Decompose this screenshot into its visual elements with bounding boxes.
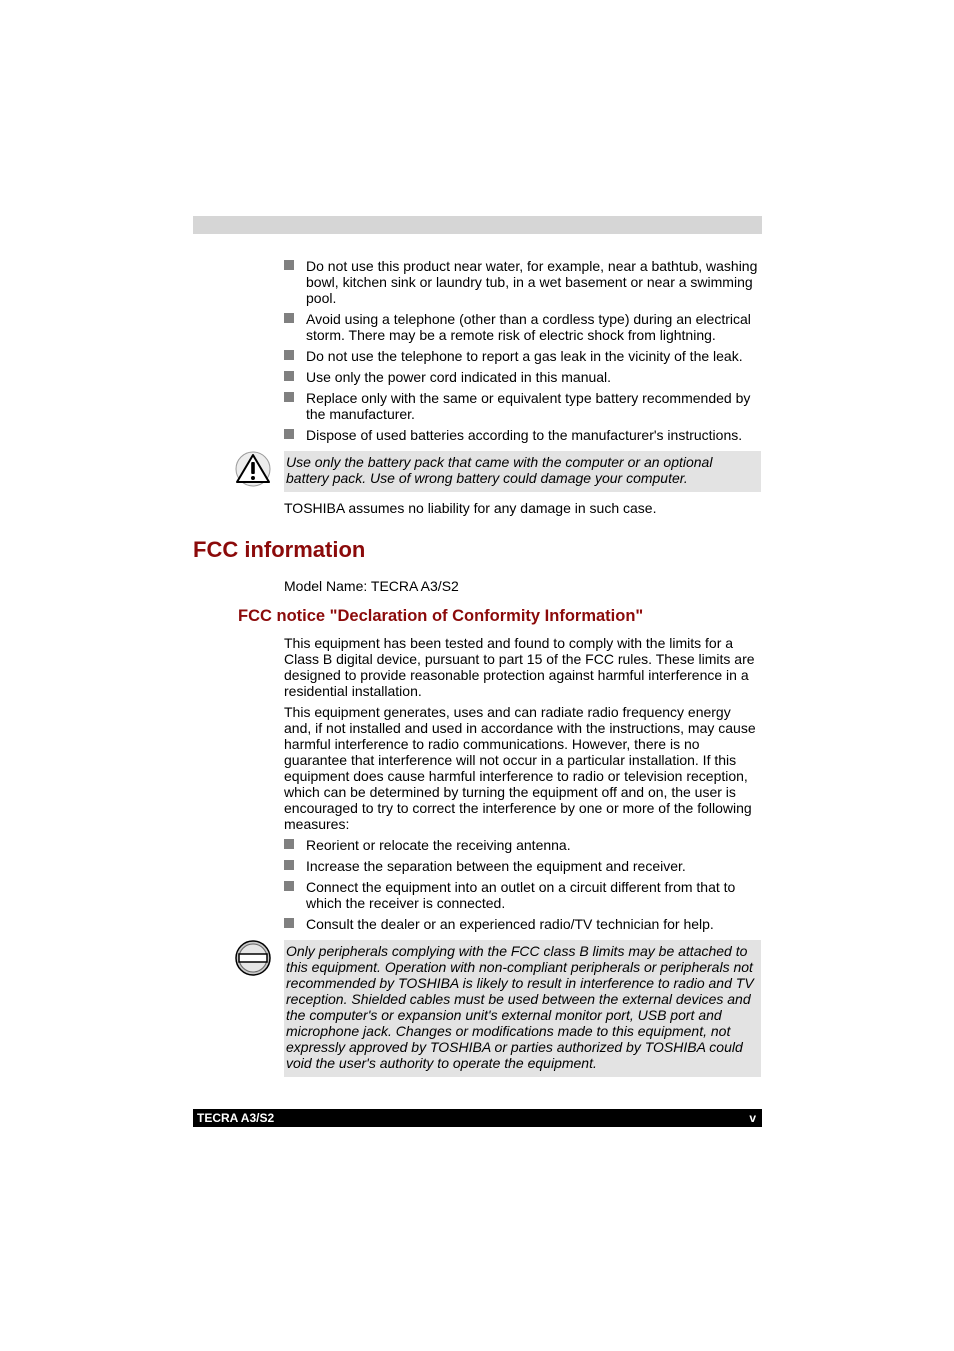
bullet-square-icon bbox=[284, 918, 294, 928]
subsection-title: FCC notice "Declaration of Conformity Information" bbox=[238, 607, 644, 625]
bullet-square-icon bbox=[284, 260, 294, 270]
list-item: Do not use the telephone to report a gas leak in the vicinity of the leak. bbox=[284, 348, 760, 364]
caution-note: Use only the battery pack that came with the computer or an optional battery pack. Use of wrong battery could damage your computer. bbox=[284, 451, 761, 492]
model-name: Model Name: TECRA A3/S2 bbox=[284, 578, 459, 594]
bullet-square-icon bbox=[284, 313, 294, 323]
section-title: FCC information bbox=[193, 537, 366, 562]
bullet-square-icon bbox=[284, 429, 294, 439]
footer-model: TECRA A3/S2 bbox=[197, 1111, 275, 1125]
header-bar bbox=[193, 216, 762, 234]
footer-bar bbox=[193, 1109, 762, 1127]
list-item: Do not use this product near water, for example, near a bathtub, washing bowl, kitchen sink or laundry tub, in a wet basement or near a swimming pool. bbox=[284, 258, 760, 306]
no-entry-icon bbox=[234, 939, 272, 977]
paragraph: This equipment has been tested and found to comply with the limits for a Class B digital device, pursuant to part 15 of the FCC rules. These limits are designed to provide reasonable protection against harmful interference in a residential installation. bbox=[284, 635, 755, 699]
liability-text: TOSHIBA assumes no liability for any damage in such case. bbox=[284, 500, 657, 516]
bullet-square-icon bbox=[284, 839, 294, 849]
warning-note: Only peripherals complying with the FCC class B limits may be attached to this equipment. Operation with non-compliant peripherals or peripherals not recommended by TOSHIBA is likely to result in interference to radio and TV reception. Shielded cables must be used between the external devices and the computer's or expansion unit's external monitor port, USB port and microphone jack. Changes or modifications made to this equipment, not expressly approved by TOSHIBA or parties authorized by TOSHIBA could void the user's authority to operate the equipment. bbox=[284, 940, 761, 1077]
page-number: v bbox=[749, 1111, 756, 1125]
list-item: Dispose of used batteries according to the manufacturer's instructions. bbox=[284, 427, 760, 443]
list-item: Avoid using a telephone (other than a cordless type) during an electrical storm. There may be a remote risk of electric shock from lightning. bbox=[284, 311, 760, 343]
bullet-square-icon bbox=[284, 881, 294, 891]
list-item: Use only the power cord indicated in this manual. bbox=[284, 369, 760, 385]
paragraph: This equipment generates, uses and can radiate radio frequency energy and, if not installed and used in accordance with the instructions, may cause harmful interference to radio communications. However, there is no guarantee that interference will not occur in a particular installation. If this equipment does cause harmful interference to radio or television reception, which can be determined by turning the equipment off and on, the user is encouraged to try to correct the interference by one or more of the following measures: bbox=[284, 704, 756, 832]
bullet-square-icon bbox=[284, 392, 294, 402]
list-item: Connect the equipment into an outlet on a circuit different from that to which the receiver is connected. bbox=[284, 879, 760, 911]
bullet-square-icon bbox=[284, 860, 294, 870]
list-item: Replace only with the same or equivalent type battery recommended by the manufacturer. bbox=[284, 390, 760, 422]
list-item: Consult the dealer or an experienced radio/TV technician for help. bbox=[284, 916, 760, 932]
bullet-square-icon bbox=[284, 350, 294, 360]
list-item: Increase the separation between the equipment and receiver. bbox=[284, 858, 760, 874]
list-item: Reorient or relocate the receiving antenna. bbox=[284, 837, 760, 853]
caution-triangle-icon bbox=[234, 450, 272, 488]
bullet-square-icon bbox=[284, 371, 294, 381]
